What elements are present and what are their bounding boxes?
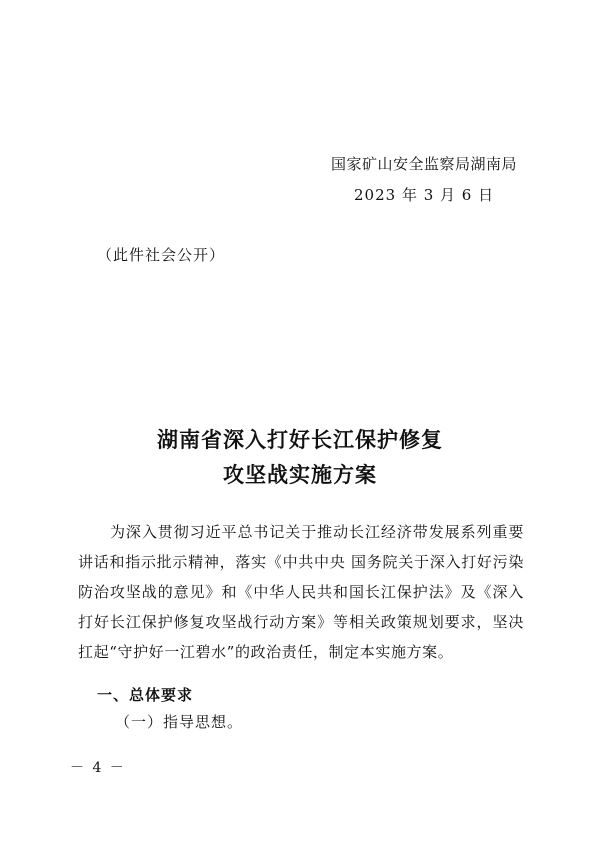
subsection-heading: （一）指导思想。: [115, 713, 244, 731]
intro-paragraph: 为深入贯彻习近平总书记关于推动长江经济带发展系列重要讲话和指示批示精神，落实《中共中央 国务院关于深入打好污染防治攻坚战的意见》和《中华人民共和国长江保护法》及《深入打好长江保护修复攻坚战行动方案》等相关政策规划要求，坚决扛起“守护好一江碧水”的政治责任，制定本实施方案。: [78, 523, 524, 661]
issuer-name: 国家矿山安全监察局湖南局: [331, 155, 518, 173]
issue-date: 2023 年 3 月 6 日: [354, 186, 495, 204]
section-heading: 一、总体要求: [97, 686, 194, 704]
page-number: － 4 －: [70, 760, 126, 776]
disclosure-notice: （此件社会公开）: [97, 246, 226, 264]
document-title-line-1: 湖南省深入打好长江保护修复: [157, 428, 443, 452]
document-title-line-2: 攻坚战实施方案: [223, 463, 377, 487]
